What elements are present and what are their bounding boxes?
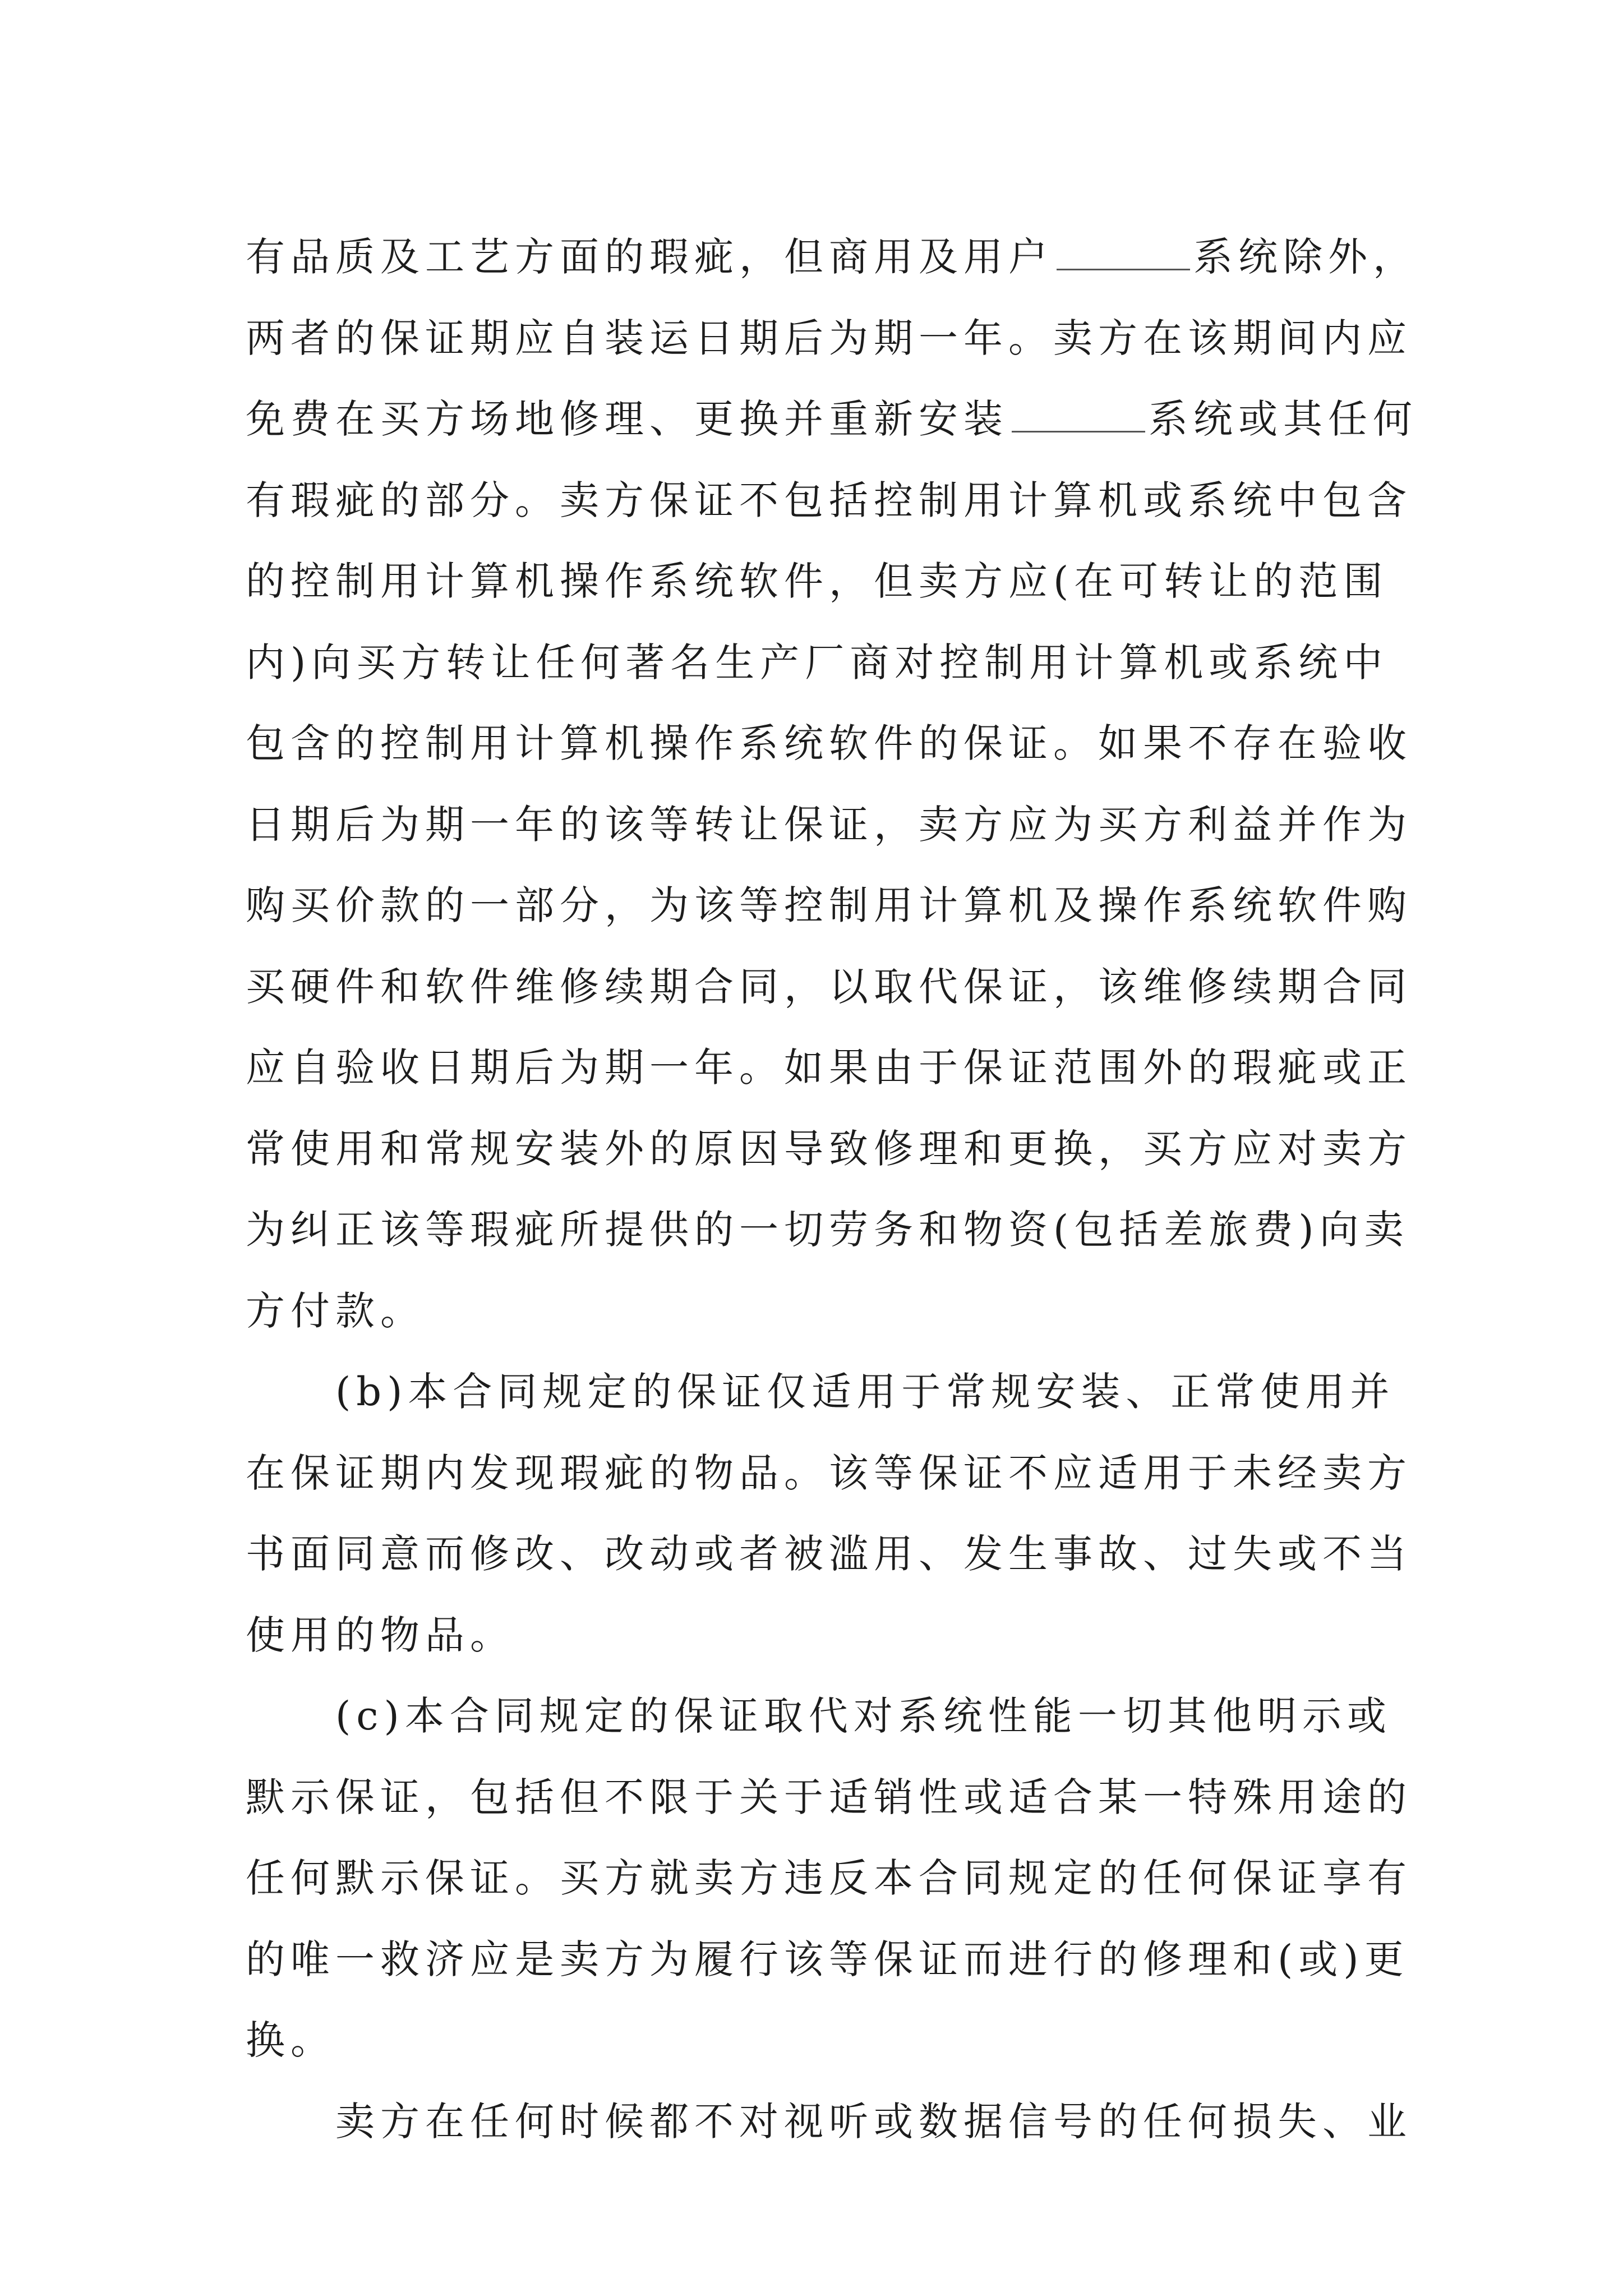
text-line: 有品质及工艺方面的瑕疵，但商用及用户 系统除外， (246, 234, 1418, 280)
text-line: 的控制用计算机操作系统软件，但卖方应(在可转让的范围 (246, 558, 1389, 604)
paragraph-b (246, 1351, 1412, 1676)
text-line: 内)向买方转让任何著名生产厂商对控制用计算机或系统中 (246, 639, 1389, 685)
text-line: 书面同意而修改、改动或者被滥用、发生事故、过失或不当 (246, 1531, 1412, 1577)
text-line: 常使用和常规安装外的原因导致修理和更换，买方应对卖方 (246, 1125, 1412, 1172)
text-line: 的唯一救济应是卖方为履行该等保证而进行的修理和(或)更 (246, 1936, 1409, 1982)
text-line: 为纠正该等瑕疵所提供的一切劳务和物资(包括差旅费)向卖 (246, 1207, 1409, 1253)
text-line: 默示保证，包括但不限于关于适销性或适合某一特殊用途的 (246, 1774, 1412, 1820)
contract-text (246, 217, 1418, 2162)
text-line: 任何默示保证。买方就卖方违反本合同规定的任何保证享有 (246, 1855, 1412, 1901)
text-line: 在保证期内发现瑕疵的物品。该等保证不应适用于未经卖方 (246, 1450, 1412, 1496)
text-line: 有瑕疵的部分。卖方保证不包括控制用计算机或系统中包含 (246, 477, 1412, 523)
text-line: 换。 (246, 2017, 335, 2063)
text-line: 买硬件和软件维修续期合同，以取代保证，该维修续期合同 (246, 963, 1412, 1010)
paragraph-c (246, 1676, 1412, 2081)
text-line: 两者的保证期应自装运日期后为期一年。卖方在该期间内应 (246, 315, 1412, 361)
text-line: 购买价款的一部分，为该等控制用计算机及操作系统软件购 (246, 882, 1412, 928)
blank-field (1057, 233, 1190, 270)
text-line: 日期后为期一年的该等转让保证，卖方应为买方利益并作为 (246, 801, 1412, 848)
text-line: (c)本合同规定的保证取代对系统性能一切其他明示或 (335, 1693, 1392, 1739)
text-line: 卖方在任何时候都不对视听或数据信号的任何损失、业 (335, 2098, 1412, 2145)
blank-field (1012, 395, 1145, 432)
text-line: 免费在买方场地修理、更换并重新安装 系统或其任何 (246, 396, 1418, 442)
paragraph-warranty-scope (246, 217, 1418, 1351)
text-line: 方付款。 (246, 1287, 425, 1334)
paragraph-liability (246, 2081, 1412, 2162)
text-line: 应自验收日期后为期一年。如果由于保证范围外的瑕疵或正 (246, 1045, 1412, 1091)
text-line: (b)本合同规定的保证仅适用于常规安装、正常使用并 (335, 1369, 1395, 1415)
text-line: 包含的控制用计算机操作系统软件的保证。如果不存在验收 (246, 720, 1412, 766)
text-line: 使用的物品。 (246, 1612, 515, 1658)
